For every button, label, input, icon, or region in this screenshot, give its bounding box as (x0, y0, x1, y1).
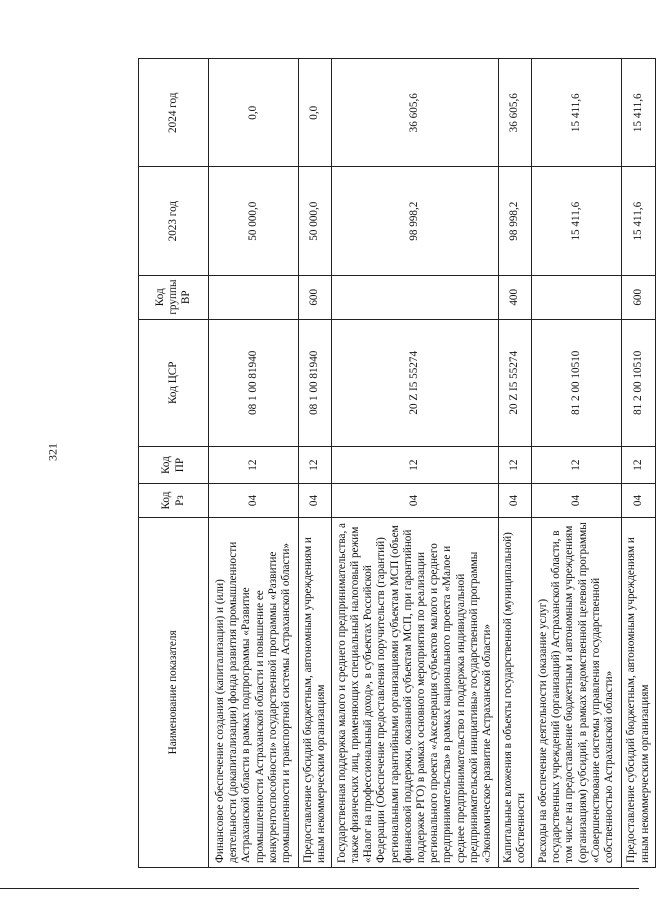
row-name: Расходы на обеспечение деятельности (оказание услуг) государственных учреждений (организаций) Астраханской области, в том числе на предоставление бюджетным и автономным учреждениям (организациям) субсидий, в рамках ведомственной целевой программы «Совершенствование системы управления государственной собственностью Астраханской области» (532, 517, 622, 867)
table-row (622, 59, 656, 868)
row-vr: 600 (299, 275, 332, 319)
row-2024: 0,0 (209, 59, 299, 167)
row-pr: 12 (622, 446, 656, 484)
row-csr: 20 Z I5 55274 (332, 319, 499, 446)
row-pr: 12 (332, 446, 499, 484)
row-2023: 98 998,2 (499, 167, 532, 275)
row-rz: 04 (299, 484, 332, 517)
header-pr: Код ПР (139, 446, 209, 484)
row-rz: 04 (332, 484, 499, 517)
row-rz: 04 (209, 484, 299, 517)
row-vr: 400 (499, 275, 532, 319)
row-csr: 81 2 00 10510 (532, 319, 622, 446)
header-name: Наименование показателя (139, 517, 209, 867)
row-vr (532, 275, 622, 319)
header-2023: 2023 год (139, 167, 209, 275)
row-name: Капитальные вложения в объекты государственной (муниципальной) собственности (499, 517, 532, 867)
row-rz: 04 (532, 484, 622, 517)
header-2024: 2024 год (139, 59, 209, 167)
row-pr: 12 (299, 446, 332, 484)
row-2024: 36 605,6 (332, 59, 499, 167)
row-rz: 04 (622, 484, 656, 517)
row-2024: 15 411,6 (532, 59, 622, 167)
row-2023: 50 000,0 (299, 167, 332, 275)
row-vr (332, 275, 499, 319)
budget-table (138, 58, 656, 868)
header-rz: Код Рз (139, 484, 209, 517)
row-vr: 600 (622, 275, 656, 319)
row-name: Предоставление субсидий бюджетным, автономным учреждениям и иным некоммерческим организациям (299, 517, 332, 867)
row-csr: 08 1 00 81940 (299, 319, 332, 446)
row-name: Предоставление субсидий бюджетным, автономным учреждениям и иным некоммерческим организациям (622, 517, 656, 867)
page-number: 321 (45, 443, 60, 461)
footer-rule (0, 888, 639, 889)
row-pr: 12 (532, 446, 622, 484)
row-2024: 0,0 (299, 59, 332, 167)
row-2023: 98 998,2 (332, 167, 499, 275)
row-csr: 81 2 00 10510 (622, 319, 656, 446)
table-row (332, 59, 499, 868)
rotated-table-area (138, 58, 651, 868)
header-vr: Код группы ВР (139, 275, 209, 319)
row-2024: 15 411,6 (622, 59, 656, 167)
table-row (532, 59, 622, 868)
row-rz: 04 (499, 484, 532, 517)
row-2023: 50 000,0 (209, 167, 299, 275)
row-name: Государственная поддержка малого и среднего предпринимательства, а также физических лиц, применяющих специальный налоговый режим «Налог на профессиональный доход», в субъектах Российской Федерации (Обеспечение предоставления поручительств (гарантий) региональными гарантийными организациями субъектам МСП (объем финансовой поддержки, оказанной субъектам МСП, при гарантийной поддержке РГО) в рамках основного мероприятия по реализации регионального проекта «Акселерация субъектов малого и среднего предпринимательства» в рамках национального проекта «Малое и среднее предпринимательство и поддержка индивидуальной предпринимательской инициативы» государственной программы «Экономическое развитие Астраханской области» (332, 517, 499, 867)
header-csr: Код ЦСР (139, 319, 209, 446)
table-row (209, 59, 299, 868)
row-2023: 15 411,6 (622, 167, 656, 275)
row-2023: 15 411,6 (532, 167, 622, 275)
table-row (299, 59, 332, 868)
row-csr: 20 Z I5 55274 (499, 319, 532, 446)
row-vr (209, 275, 299, 319)
row-csr: 08 1 00 81940 (209, 319, 299, 446)
table-header-row (139, 59, 209, 868)
row-pr: 12 (209, 446, 299, 484)
row-name: Финансовое обеспечение создания (капитализации) и (или) деятельности (докапитализации) фонда развития промышленности Астраханской области в рамках подпрограммы «Развитие промышленности Астраханской области и повышение ее конкурентоспособности» государственной программы «Развитие промышленности и транспортной системы Астраханской области» (209, 517, 299, 867)
row-pr: 12 (499, 446, 532, 484)
table-row (499, 59, 532, 868)
row-2024: 36 605,6 (499, 59, 532, 167)
